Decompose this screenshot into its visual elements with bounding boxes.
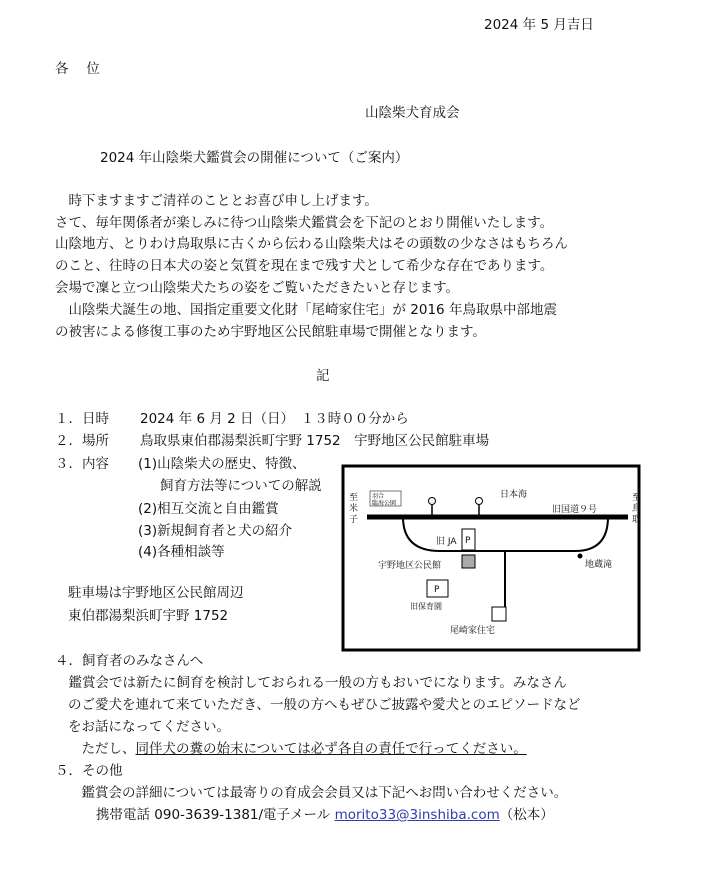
jizo-label: 地蔵滝 <box>585 560 613 570</box>
contact-phone: 携帯電話 090-3639-1381/電子メール <box>96 807 335 823</box>
parking-icon: P <box>434 585 440 595</box>
item-4-note <box>68 740 527 758</box>
item-4-label: ４．飼育者のみなさんへ <box>55 653 204 669</box>
item-3-label: ３．内容 <box>55 456 109 472</box>
item-5-line: 鑑賞会の詳細については最寄りの育成会会員又は下記へお問い合わせください。 <box>68 785 568 801</box>
date: 2024 年 5 月吉日 <box>484 17 594 33</box>
note-prefix: ただし、 <box>68 741 136 757</box>
bus-stop-icon <box>429 498 436 505</box>
email-link[interactable]: morito33@3inshiba.com <box>334 807 500 823</box>
dest-right: 鳥 <box>632 504 641 514</box>
road-label: 旧国道９号 <box>552 505 598 515</box>
ozaki-house-marker <box>492 607 506 621</box>
dest-left: 子 <box>349 515 359 525</box>
sea-label: 日本海 <box>500 490 528 500</box>
item-1-label: １．日時 <box>55 411 109 427</box>
ja-label: 旧 JA <box>436 537 457 547</box>
item-3-line: 飼育方法等についての解説 <box>160 478 322 494</box>
item-4-line: 鑑賞会では新たに飼育を検討しておられる一般の方もおいでになります。みなさん <box>55 675 567 691</box>
sender: 山陰柴犬育成会 <box>365 105 460 121</box>
nursery-label: 旧保育園 <box>410 602 442 611</box>
ozaki-label: 尾崎家住宅 <box>450 626 496 636</box>
body-line: 山陰柴犬誕生の地、国指定重要文化財「尾崎家住宅」が 2016 年鳥取県中部地震 <box>55 302 557 318</box>
item-5-label: ５．その他 <box>55 763 123 779</box>
venue-map <box>341 464 641 652</box>
item-2-value: 鳥取県東伯郡湯梨浜町宇野 1752 宇野地区公民館駐車場 <box>140 433 490 449</box>
parking-address: 東伯郡湯梨浜町宇野 1752 <box>68 608 229 624</box>
addressee: 各 位 <box>55 61 100 77</box>
note-underlined: 同伴犬の糞の始末については必ず各自の責任で行ってください。 <box>135 741 527 757</box>
item-4-line: のご愛犬を連れて来ていただき、一般の方へもぜひご披露や愛犬とのエピソードなど <box>68 697 581 713</box>
item-2-label: ２．場所 <box>55 433 109 449</box>
item-3-line: (4)各種相談等 <box>138 544 225 560</box>
hall-marker <box>462 555 475 568</box>
body-line: のこと、往時の日本犬の姿と気質を現在まで残す犬として希少な存在であります。 <box>55 258 554 274</box>
body-line: 会場で凜と立つ山陰柴犬たちの姿をご覧いただきたいと存じます。 <box>55 280 459 296</box>
park-label: 羽合 <box>372 493 385 500</box>
body-line: の被害による修復工事のため宇野地区公民館駐車場で開催となります。 <box>55 324 486 340</box>
bus-stop-icon <box>476 498 483 505</box>
hall-label: 宇野地区公民館 <box>378 561 442 571</box>
park-label: 臨海公園 <box>372 500 397 507</box>
parking-icon: P <box>465 536 471 546</box>
contact-name: （松本） <box>499 807 554 823</box>
item-3-line: (3)新規飼育者と犬の紹介 <box>138 523 293 539</box>
ki-heading: 記 <box>316 368 330 384</box>
dest-left: 至 <box>349 493 359 503</box>
jizo-dot <box>578 554 583 559</box>
dest-right: 取 <box>632 515 641 525</box>
document-title: 2024 年山陰柴犬鑑賞会の開催について（ご案内） <box>100 150 409 166</box>
item-1-value: 2024 年 6 月 2 日（日） １３時００分から <box>140 411 409 427</box>
parking-note: 駐車場は宇野地区公民館周辺 <box>68 585 244 601</box>
body-line: 時下ますますご清祥のこととお喜び申し上げます。 <box>55 193 378 209</box>
item-4-line: をお話になってください。 <box>68 719 230 735</box>
body-line: 山陰地方、とりわけ鳥取県に古くから伝わる山陰柴犬はその頭数の少なさはもちろん <box>55 236 568 252</box>
contact-line <box>96 806 554 824</box>
item-3-line: (1)山陰柴犬の歴史、特徴、 <box>138 456 306 472</box>
dest-right: 至 <box>632 493 641 503</box>
item-3-line: (2)相互交流と自由鑑賞 <box>138 501 279 517</box>
dest-left: 米 <box>349 504 359 514</box>
body-line: さて、毎年関係者が楽しみに待つ山陰柴犬鑑賞会を下記のとおり開催いたします。 <box>55 215 554 231</box>
